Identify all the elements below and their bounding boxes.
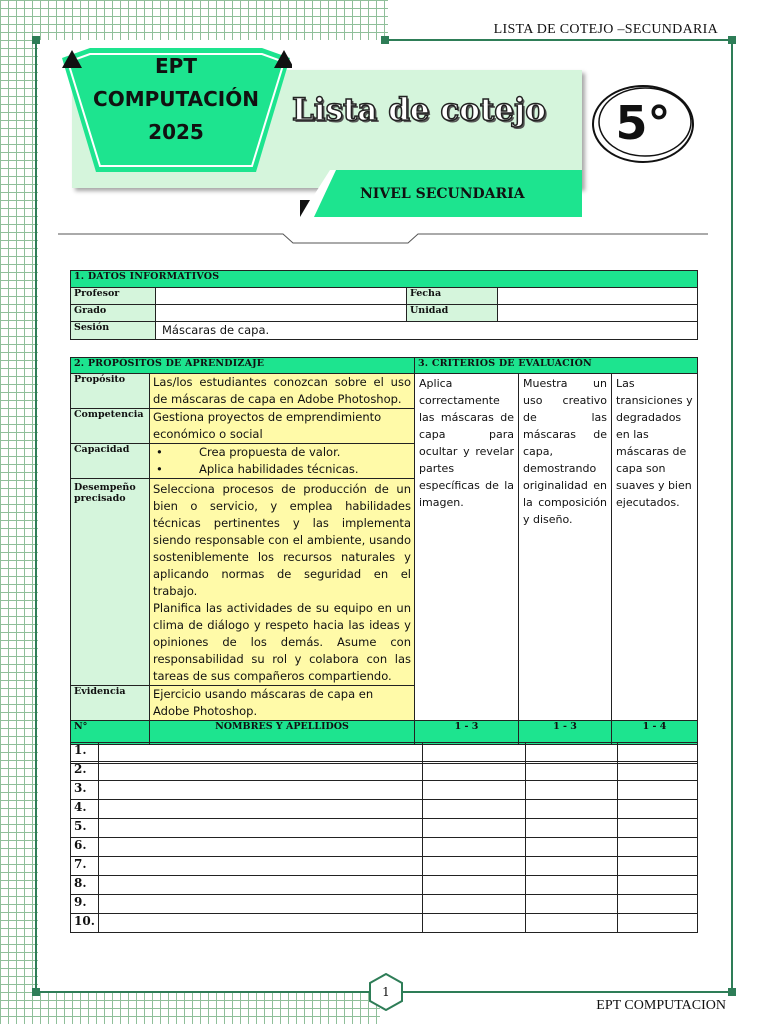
frame-top-line: [385, 39, 733, 41]
unidad-field[interactable]: [498, 305, 698, 322]
grado-label: Grado: [71, 305, 156, 322]
score-cell[interactable]: [422, 781, 525, 800]
score-cell[interactable]: [422, 800, 525, 819]
criterio-1: Aplica correctamente las máscaras de capa para ocultar y revelar partes específicas de la imagen.: [415, 374, 519, 721]
score-header-2: 1 - 3: [519, 721, 612, 745]
criterio-3: Las transiciones y degradados en las máscaras de capa son suaves y bien ejecutados.: [612, 374, 698, 721]
grid-pattern-top: [0, 0, 388, 40]
criterio-2: Muestra un uso creativo de las máscaras de capa, demostrando originalidad en la composición y diseño.: [519, 374, 612, 721]
score-cell[interactable]: [422, 914, 525, 933]
row-number: 6.: [71, 838, 99, 857]
course-line-computacion: COMPUTACIÓN: [93, 87, 259, 111]
score-cell[interactable]: [422, 857, 525, 876]
profesor-label: Profesor: [71, 288, 156, 305]
score-cell[interactable]: [617, 914, 697, 933]
capacidad-list: [153, 444, 411, 478]
student-name-cell[interactable]: [98, 762, 422, 781]
score-cell[interactable]: [525, 819, 617, 838]
student-name-cell[interactable]: [98, 819, 422, 838]
proposito-value: Las/los estudiantes conozcan sobre el uso de máscaras de capa en Adobe Photoshop.: [150, 374, 415, 409]
row-number: 7.: [71, 857, 99, 876]
score-cell[interactable]: [525, 914, 617, 933]
grid-pattern-bottom: [0, 992, 380, 1024]
frame-right-line: [731, 40, 733, 992]
score-cell[interactable]: [422, 743, 525, 762]
student-name-cell[interactable]: [98, 895, 422, 914]
footer-title: EPT COMPUTACION: [596, 998, 726, 1013]
desempeno-value: [150, 479, 415, 686]
evidencia-label: Evidencia: [71, 686, 150, 721]
row-number: 1.: [71, 743, 99, 762]
row-number: 3.: [71, 781, 99, 800]
sesion-value: Máscaras de capa.: [156, 322, 698, 340]
student-list-table: [70, 742, 698, 933]
header-title: LISTA DE COTEJO –SECUNDARIA: [493, 22, 718, 37]
score-cell[interactable]: [617, 781, 697, 800]
student-name-cell[interactable]: [98, 743, 422, 762]
grado-field[interactable]: [156, 305, 407, 322]
num-header: N°: [71, 721, 150, 745]
corner-square: [32, 988, 40, 996]
score-cell[interactable]: [617, 895, 697, 914]
score-cell[interactable]: [525, 762, 617, 781]
row-number: 4.: [71, 800, 99, 819]
proposito-label: Propósito: [71, 374, 150, 409]
propositos-table: [70, 357, 698, 764]
grid-pattern-left: [0, 0, 38, 1024]
row-number: 9.: [71, 895, 99, 914]
score-cell[interactable]: [422, 838, 525, 857]
score-header-3: 1 - 4: [612, 721, 698, 745]
grade-badge: [588, 82, 698, 164]
sesion-label: Sesión: [71, 322, 156, 340]
course-line-ept: EPT: [155, 54, 197, 78]
competencia-label: Competencia: [71, 409, 150, 444]
score-cell[interactable]: [525, 838, 617, 857]
score-cell[interactable]: [617, 857, 697, 876]
student-name-cell[interactable]: [98, 857, 422, 876]
score-cell[interactable]: [617, 876, 697, 895]
score-cell[interactable]: [617, 800, 697, 819]
score-cell[interactable]: [525, 800, 617, 819]
score-cell[interactable]: [422, 762, 525, 781]
student-name-cell[interactable]: [98, 781, 422, 800]
separator-line: [58, 230, 708, 244]
datos-table: [70, 270, 698, 340]
capacidad-item: • Aplica habilidades técnicas.: [153, 461, 411, 478]
row-number: 2.: [71, 762, 99, 781]
corner-square: [381, 36, 389, 44]
score-cell[interactable]: [617, 762, 697, 781]
capacidad-label: Capacidad: [71, 444, 150, 479]
score-cell[interactable]: [525, 743, 617, 762]
criterios-section-title: 3. CRITERIOS DE EVALUACIÓN: [415, 358, 698, 374]
score-cell[interactable]: [617, 838, 697, 857]
score-cell[interactable]: [422, 819, 525, 838]
capacidad-item: • Crea propuesta de valor.: [153, 444, 411, 461]
level-label-wrap: [300, 170, 582, 217]
evidencia-value: Ejercicio usando máscaras de capa en Adobe Photoshop.: [150, 686, 415, 721]
course-badge-text: [60, 50, 292, 149]
competencia-value: Gestiona proyectos de emprendimiento económico o social: [150, 409, 415, 444]
row-number: 8.: [71, 876, 99, 895]
names-header: NOMBRES Y APELLIDOS: [150, 721, 415, 745]
score-cell[interactable]: [525, 781, 617, 800]
score-cell[interactable]: [617, 743, 697, 762]
frame-left-line: [35, 40, 37, 992]
corner-square: [728, 988, 736, 996]
fecha-field[interactable]: [498, 288, 698, 305]
desempeno-paragraph-2: Planifica las actividades de su equipo en un clima de diálogo y respeto hacia las ideas y opiniones de los demás. Asume con responsabilidad su rol y colabora con las tareas de sus compañeros compartiendo.: [153, 601, 411, 683]
level-label: NIVEL SECUNDARIA: [360, 186, 525, 202]
document-title: Lista de cotejo: [292, 92, 546, 128]
student-name-cell[interactable]: [98, 800, 422, 819]
course-line-year: 2025: [148, 120, 204, 144]
profesor-field[interactable]: [156, 288, 407, 305]
score-cell[interactable]: [422, 895, 525, 914]
student-name-cell[interactable]: [98, 838, 422, 857]
capacidad-value: [150, 444, 415, 479]
score-cell[interactable]: [525, 876, 617, 895]
desempeno-paragraph-1: Selecciona procesos de producción de un bien o servicio, y emplea habilidades técnicas pertinentes y las implementa siendo responsable con el ambiente, usando sosteniblemente los recursos naturales y aplicando normas de seguridad en el trabajo.: [153, 482, 411, 598]
score-header-1: 1 - 3: [415, 721, 519, 745]
student-name-cell[interactable]: [98, 876, 422, 895]
row-number: 10.: [71, 914, 99, 933]
student-name-cell[interactable]: [98, 914, 422, 933]
desempeno-label: Desempeño precisado: [71, 479, 150, 686]
score-cell[interactable]: [422, 876, 525, 895]
datos-section-title: 1. DATOS INFORMATIVOS: [71, 271, 698, 288]
score-cell[interactable]: [525, 857, 617, 876]
score-cell[interactable]: [525, 895, 617, 914]
score-cell[interactable]: [617, 819, 697, 838]
propositos-section-title: 2. PROPÓSITOS DE APRENDIZAJE: [71, 358, 415, 374]
fecha-label: Fecha: [407, 288, 498, 305]
unidad-label: Unidad: [407, 305, 498, 322]
row-number: 5.: [71, 819, 99, 838]
corner-square: [728, 36, 736, 44]
page-number-badge: [367, 973, 405, 1011]
grade-label: 5°: [615, 96, 671, 150]
corner-square: [32, 36, 40, 44]
page-number: 1: [382, 985, 390, 999]
